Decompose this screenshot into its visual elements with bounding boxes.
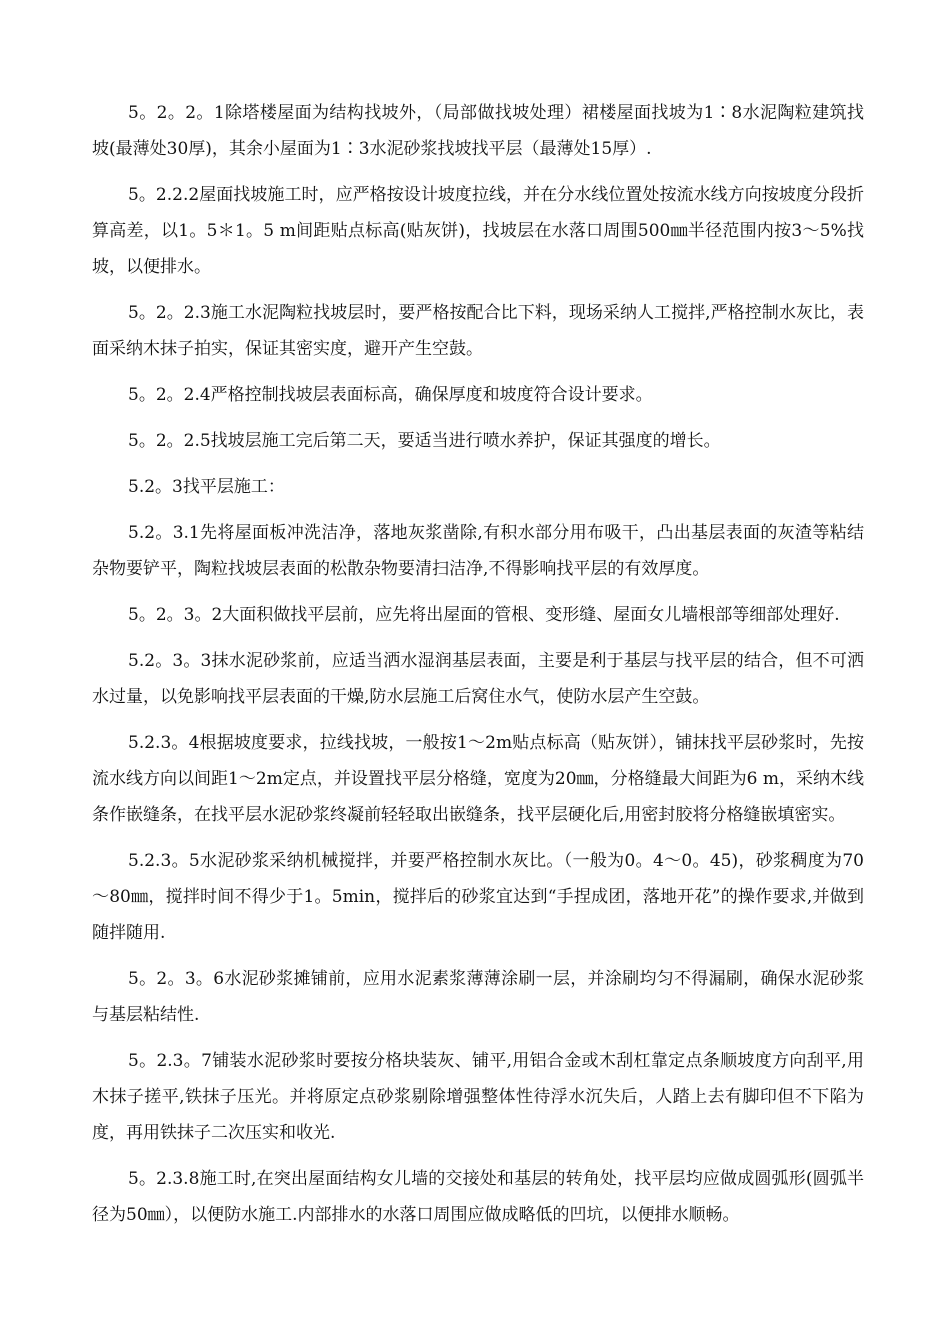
paragraph-5-2-2-5: 5。2。2.5找坡层施工完后第二天，要适当进行喷水养护，保证其强度的增长。 [128,431,721,451]
paragraph-5-2-3-5: 5.2.3。5水泥砂浆采纳机械搅拌，并要严格控制水灰比。（一般为0。4～0。45)，砂浆稠度为70～80㎜，搅拌时间不得少于1。5min，搅拌后的砂浆宜达到“手捏成团，落地开花”的操作要求,并做到随拌随用. [92,851,864,943]
paragraph-5-2-2-4: 5。2。2.4严格控制找坡层表面标高，确保厚度和坡度符合设计要求。 [128,385,653,405]
paragraph-5-2-2-1: 5。2。2。1除塔楼屋面为结构找坡外，（局部做找坡处理）裙楼屋面找坡为1∶8水泥陶粒建筑找坡(最薄处30厚)，其余小屋面为1∶3水泥砂浆找坡找平层（最薄处15厚）. [92,103,864,159]
paragraph-5-2-2-3: 5。2。2.3施工水泥陶粒找坡层时，要严格按配合比下料，现场采纳人工搅拌,严格控制水灰比，表面采纳木抹子拍实，保证其密实度，避开产生空鼓。 [92,303,864,359]
paragraph-5-2-3-1: 5.2。3.1先将屋面板冲洗洁净，落地灰浆凿除,有积水部分用布吸干，凸出基层表面的灰渣等粘结杂物要铲平，陶粒找坡层表面的松散杂物要清扫洁净,不得影响找平层的有效厚度。 [92,523,864,579]
paragraph-5-2-3-2: 5。2。3。2大面积做找平层前，应先将出屋面的管根、变形缝、屋面女儿墙根部等细部处理好. [128,605,840,625]
document-body [92,95,864,1243]
paragraph-5-2-2-2: 5。2.2.2屋面找坡施工时，应严格按设计坡度拉线，并在分水线位置处按流水线方向按坡度分段折算高差，以1。5＊1。5 m间距贴点标高(贴灰饼)，找坡层在水落口周围500㎜半径范围内按3～5%找坡，以便排水。 [92,185,864,277]
paragraph-5-2-3-4: 5.2.3。4根据坡度要求，拉线找坡，一般按1～2m贴点标高（贴灰饼），铺抹找平层砂浆时，先按流水线方向以间距1～2m定点，并设置找平层分格缝，宽度为20㎜，分格缝最大间距为6 m，采纳木线条作嵌缝条，在找平层水泥砂浆终凝前轻轻取出嵌缝条，找平层硬化后,用密封胶将分格缝嵌填密实。 [92,733,864,825]
paragraph-5-2-3-3: 5.2。3。3抹水泥砂浆前，应适当洒水湿润基层表面，主要是利于基层与找平层的结合，但不可洒水过量，以免影响找平层表面的干燥,防水层施工后窝住水气，使防水层产生空鼓。 [92,651,864,707]
paragraph-5-2-3-7: 5。2.3。7铺装水泥砂浆时要按分格块装灰、铺平,用铝合金或木刮杠靠定点条顺坡度方向刮平,用木抹子搓平,铁抹子压光。并将原定点砂浆剔除增强整体性待浮水沉失后，人踏上去有脚印但不下陷为度，再用铁抹子二次压实和收光. [92,1051,864,1143]
paragraph-5-2-3-8: 5。2.3.8施工时,在突出屋面结构女儿墙的交接处和基层的转角处，找平层均应做成圆弧形(圆弧半径为50㎜），以便防水施工.内部排水的水落口周围应做成略低的凹坑，以便排水顺畅。 [92,1169,864,1225]
paragraph-5-2-3-6: 5。2。3。6水泥砂浆摊铺前，应用水泥素浆薄薄涂刷一层，并涂刷均匀不得漏刷，确保水泥砂浆与基层粘结性. [92,969,864,1025]
section-heading-5-2-3: 5.2。3找平层施工： [128,477,285,497]
